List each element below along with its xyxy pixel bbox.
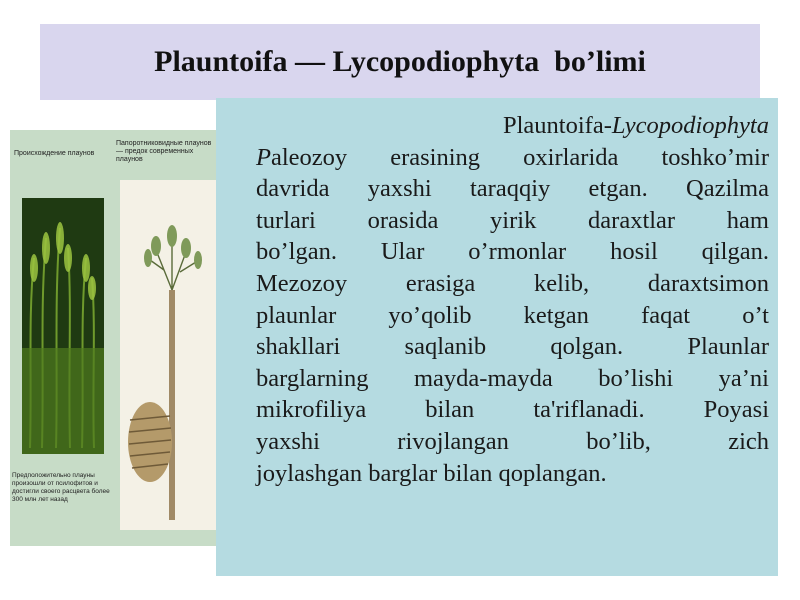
tree-lycopod-drawing [120, 180, 222, 530]
paragraph-line: Paleozoy erasining oxirlarida toshko’mir [256, 143, 769, 171]
title-bar [40, 24, 760, 100]
caption-bottom-left: Предположительно плауны произошли от псилофитов и достигли своего расцвета более 300 млн лет назад [12, 472, 110, 503]
slide-title: Plauntoifa — Lycopodiophyta bo’limi [154, 45, 646, 78]
lycopod-illustration [10, 130, 222, 546]
paragraph-line: Plauntoifa-Lycopodiophyta [502, 112, 769, 139]
text-panel [216, 98, 778, 576]
caption-top-left: Происхождение плаунов [14, 150, 95, 157]
paragraph-line: bo’lgan. Ular o’rmonlar hosil qilgan. [256, 238, 769, 266]
caption-top-right: Папоротниковидные плаунов — предок современных плаунов [116, 140, 212, 163]
paragraph-line: plaunlar yo’qolib ketgan faqat o’t [256, 301, 769, 329]
paragraph-line: davrida yaxshi taraqqiy etgan. Qazilma [256, 175, 769, 203]
paragraph-line: joylashgan barglar bilan qoplangan. [256, 459, 607, 487]
paragraph-line: yaxshi rivojlangan bo’lib, zich [256, 427, 769, 455]
paragraph-line: shakllari saqlanib qolgan. Plaunlar [256, 333, 769, 361]
paragraph-line: turlari orasida yirik daraxtlar ham [256, 206, 769, 234]
paragraph [256, 110, 769, 489]
paragraph-line: barglarning mayda-mayda bo’lishi ya’ni [256, 364, 769, 392]
paragraph-line: mikrofiliya bilan ta'riflanadi. Poyasi [256, 396, 769, 424]
paragraph-line: Mezozoy erasiga kelib, daraxtsimon [256, 269, 769, 297]
moss-photo [22, 198, 104, 454]
